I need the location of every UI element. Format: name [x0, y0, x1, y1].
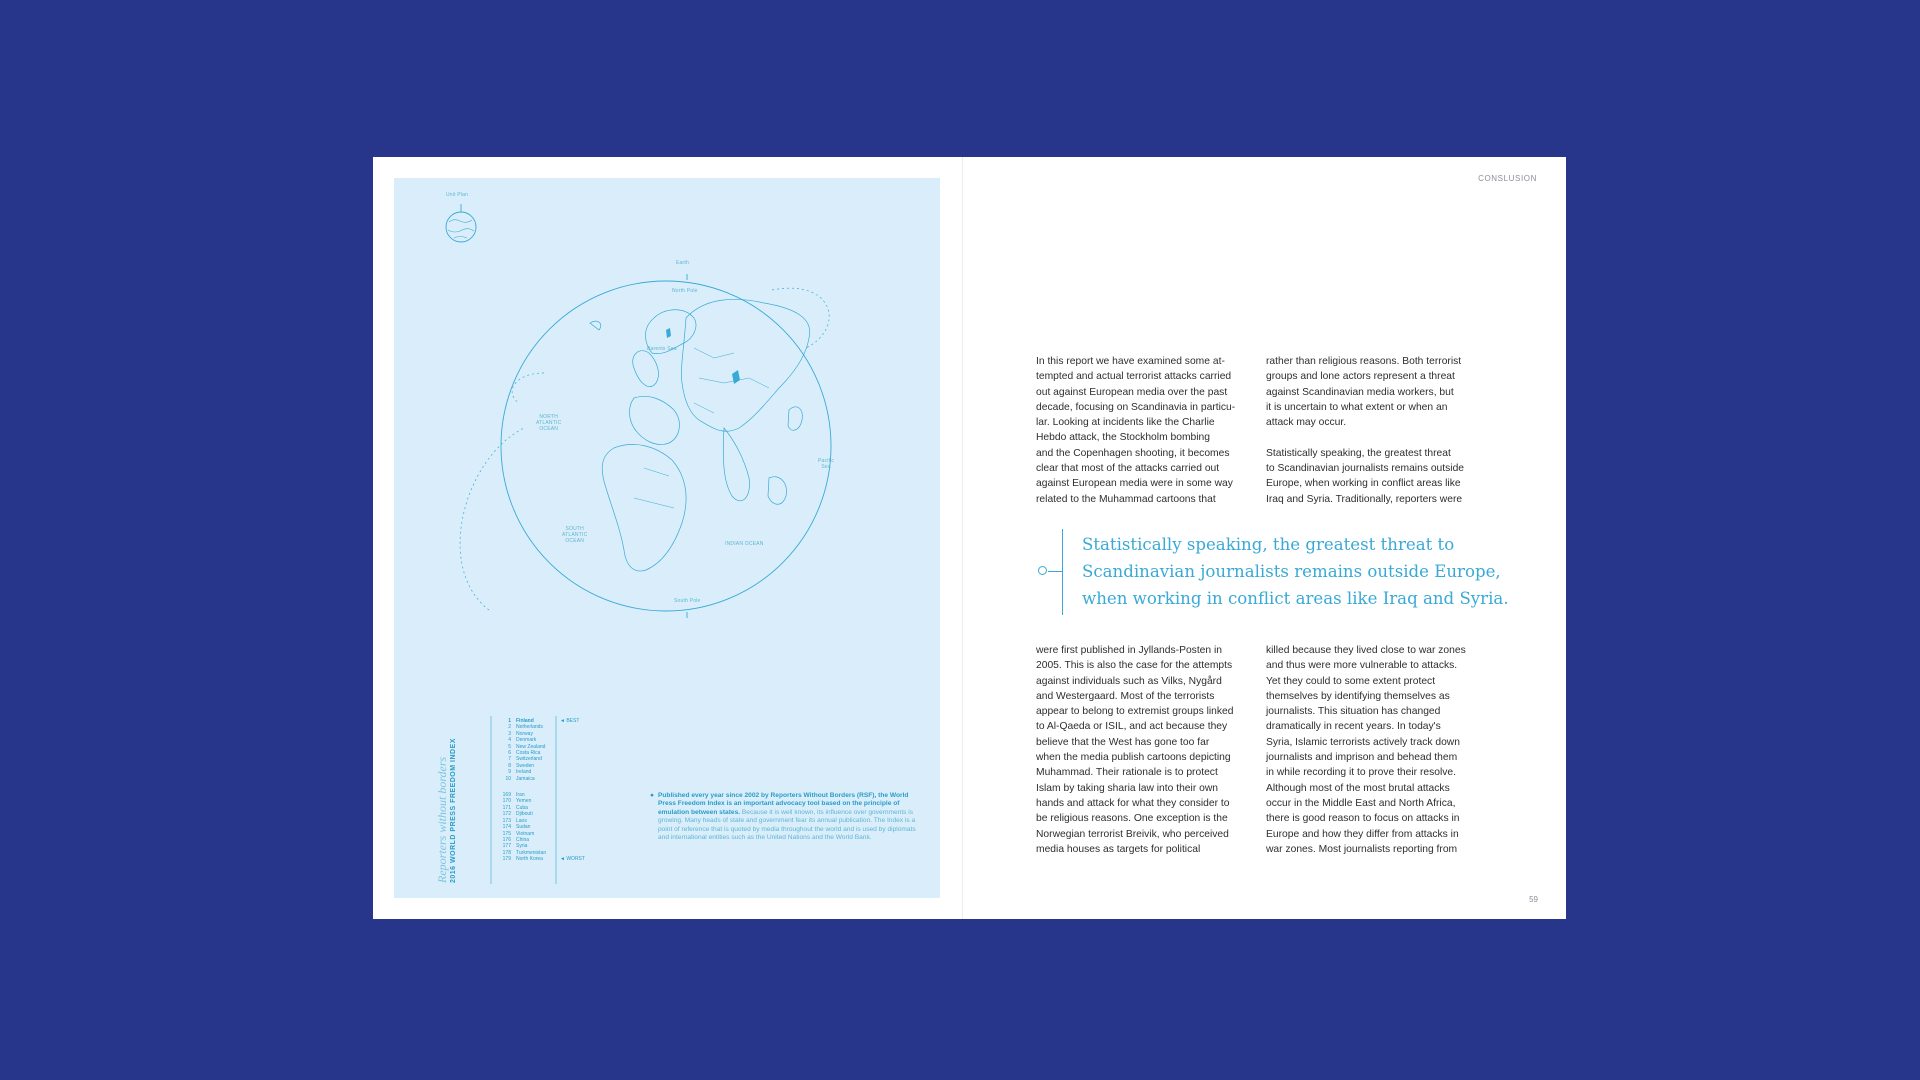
index-description — [650, 792, 918, 842]
rank-country: Vietnam — [516, 830, 535, 837]
rank-country: Laos — [516, 817, 527, 824]
earth-label: Earth — [676, 260, 689, 266]
pull-quote-text: Statistically speaking, the greatest threat to Scandinavian journalists remains outside Europe, when working in conflict areas like Iraq and Syria. — [1082, 535, 1509, 608]
rank-country: Sweden — [516, 762, 535, 769]
page-number: 59 — [1529, 895, 1538, 904]
index-title — [436, 738, 458, 883]
rank-number: 4 — [508, 737, 511, 744]
rank-number: 173 — [502, 817, 511, 824]
rank-country: Denmark — [516, 737, 537, 744]
rank-number: 170 — [502, 798, 511, 805]
rank-country: Norway — [516, 730, 533, 737]
rank-number: 172 — [502, 811, 511, 818]
rank-number: 169 — [502, 792, 511, 799]
small-globe-label: Unit Plan — [446, 192, 469, 198]
barents-sea-label: Barents Sea — [647, 346, 677, 352]
paragraph: Statistically speaking, the greatest threat to Scandinavian journalists remains outside Europe, when working in conflict areas like Iraq and Syria. Traditionally, reporters were — [1266, 447, 1465, 505]
paragraph: rather than religious reasons. Both terrorist groups and lone actors represent a threat against Scandinavian media workers, but it is uncertain to what extent or when an attack may occur. — [1266, 356, 1462, 429]
rank-number: 6 — [508, 750, 511, 757]
small-globe-icon — [446, 212, 476, 242]
rank-country: Syria — [516, 843, 528, 850]
body-column-2-top — [1266, 354, 1486, 507]
body-column-2-bottom — [1266, 643, 1486, 857]
rank-number: 2 — [508, 724, 511, 731]
rank-number: 177 — [502, 843, 511, 850]
rank-number: 5 — [508, 743, 511, 750]
index-description-bold: Published every year since 2002 by Reporters Without Borders (RSF), the World Press Freedom Index is an important advocacy tool based on the principle of emulation between states. — [658, 792, 909, 816]
globe-outline — [501, 281, 831, 611]
world-map-illustration — [394, 178, 940, 898]
magazine-spread — [373, 157, 1566, 919]
page-fold — [962, 157, 963, 919]
rank-list — [495, 718, 546, 863]
south-pole-label: South Pole — [674, 598, 701, 604]
rank-country: Netherlands — [516, 724, 543, 731]
rank-number: 7 — [508, 756, 511, 763]
body-column-1-bottom — [1036, 643, 1256, 857]
indian-ocean-label: INDIAN OCEAN — [725, 541, 764, 547]
rank-country: Sudan — [516, 824, 531, 831]
rank-row — [495, 856, 546, 862]
map-panel — [394, 178, 940, 898]
south-atlantic-label: SOUTH ATLANTIC OCEAN — [562, 526, 588, 544]
paragraph: In this report we have examined some at- tempted and actual terrorist attacks carried out against European media over the past decade, focusing on Scandinavia in particu- lar. Looking at incidents like the Charlie Hebdo attack, the Stockholm bombing and the Copenhagen shooting, it becomes clear that most of the attacks carried out against European media were in some way related to the Muhammad cartoons that — [1036, 356, 1236, 505]
rank-country: Turkmenistan — [516, 849, 547, 856]
rank-country: China — [516, 836, 530, 843]
top-ranked-list — [495, 718, 546, 782]
pacific-label: Pacific Sea — [818, 458, 835, 470]
quote-bar — [1062, 529, 1063, 615]
rank-country: Cuba — [516, 804, 528, 811]
bullet-icon: ● — [650, 792, 654, 799]
rank-country: Costa Rica — [516, 750, 541, 757]
rank-country: North Korea — [516, 856, 543, 863]
rank-number: 179 — [502, 856, 511, 863]
rank-number: 1 — [508, 718, 511, 724]
quote-circle-icon — [1038, 566, 1047, 575]
bottom-ranked-list — [495, 792, 546, 862]
rank-number: 8 — [508, 762, 511, 769]
rank-number: 175 — [502, 830, 511, 837]
index-title-line1: Reporters without borders — [435, 756, 449, 883]
index-title-line2: 2016 WORLD PRESS FREEDOM INDEX — [450, 738, 457, 883]
rank-number: 10 — [505, 775, 511, 782]
rank-country: Ireland — [516, 769, 532, 776]
north-atlantic-label: NORTH ATLANTIC OCEAN — [536, 414, 562, 432]
rank-country: Iran — [516, 792, 525, 799]
body-column-1-top — [1036, 354, 1256, 507]
best-marker: ◄ BEST — [560, 718, 580, 724]
rank-country: Yemen — [516, 798, 532, 805]
rank-number: 176 — [502, 836, 511, 843]
section-label: CONSLUSION — [1478, 174, 1537, 183]
rank-number: 174 — [502, 824, 511, 831]
rank-country: Switzerland — [516, 756, 542, 763]
rank-country: Jamaica — [516, 775, 535, 782]
paragraph: killed because they lived close to war zones and thus were more vulnerable to attacks. Yet they could to some extent protect themselves by identifying themselves as journalists. This situation has changed dramatically in recent years. In today's Syria, Islamic terrorists actively track down journalists and imprison and behead them in while recording it to prove their resolve. Although most of the most brutal attacks occur in the Middle East and North Africa, there is good reason to focus on attacks in Europe and how they differ from attacks in war zones. Most journalists reporting from — [1266, 645, 1466, 855]
pull-quote — [1036, 529, 1516, 615]
rank-number: 171 — [502, 804, 511, 811]
index-description-rest: Because it is well known, its influence over governments is growing. Many heads of state and government fear its annual publication. The Index is a point of reference that is quoted by media throughout the world and is used by diplomats and international entities such as the United Nations and the World Bank. — [658, 808, 916, 842]
north-pole-label: North Pole — [672, 288, 698, 294]
rank-number: 178 — [502, 849, 511, 856]
rank-country: New Zealand — [516, 743, 546, 750]
korea-highlight — [732, 370, 740, 384]
rank-number: 3 — [508, 730, 511, 737]
worst-marker: ◄ WORST — [560, 856, 585, 862]
quote-tick — [1048, 571, 1062, 572]
rank-country: Finland — [516, 718, 534, 724]
rank-country: Djibouti — [516, 811, 533, 818]
paragraph: were first published in Jyllands-Posten in 2005. This is also the case for the attempts against individuals such as Vilks, Nygård and Westergaard. Most of the terrorists appear to belong to extremist groups linked to Al-Qaeda or ISIL, and act because they believe that the West has gone too far when the media publish cartoons depicting Muhammad. Their rationale is to protect Islam by taking sharia law into their own hands and attack for what they consider to be religious reasons. One exception is the Norwegian terrorist Breivik, who perceived media houses as targets for political — [1036, 645, 1234, 855]
rank-number: 9 — [508, 769, 511, 776]
finland-highlight — [666, 328, 671, 338]
